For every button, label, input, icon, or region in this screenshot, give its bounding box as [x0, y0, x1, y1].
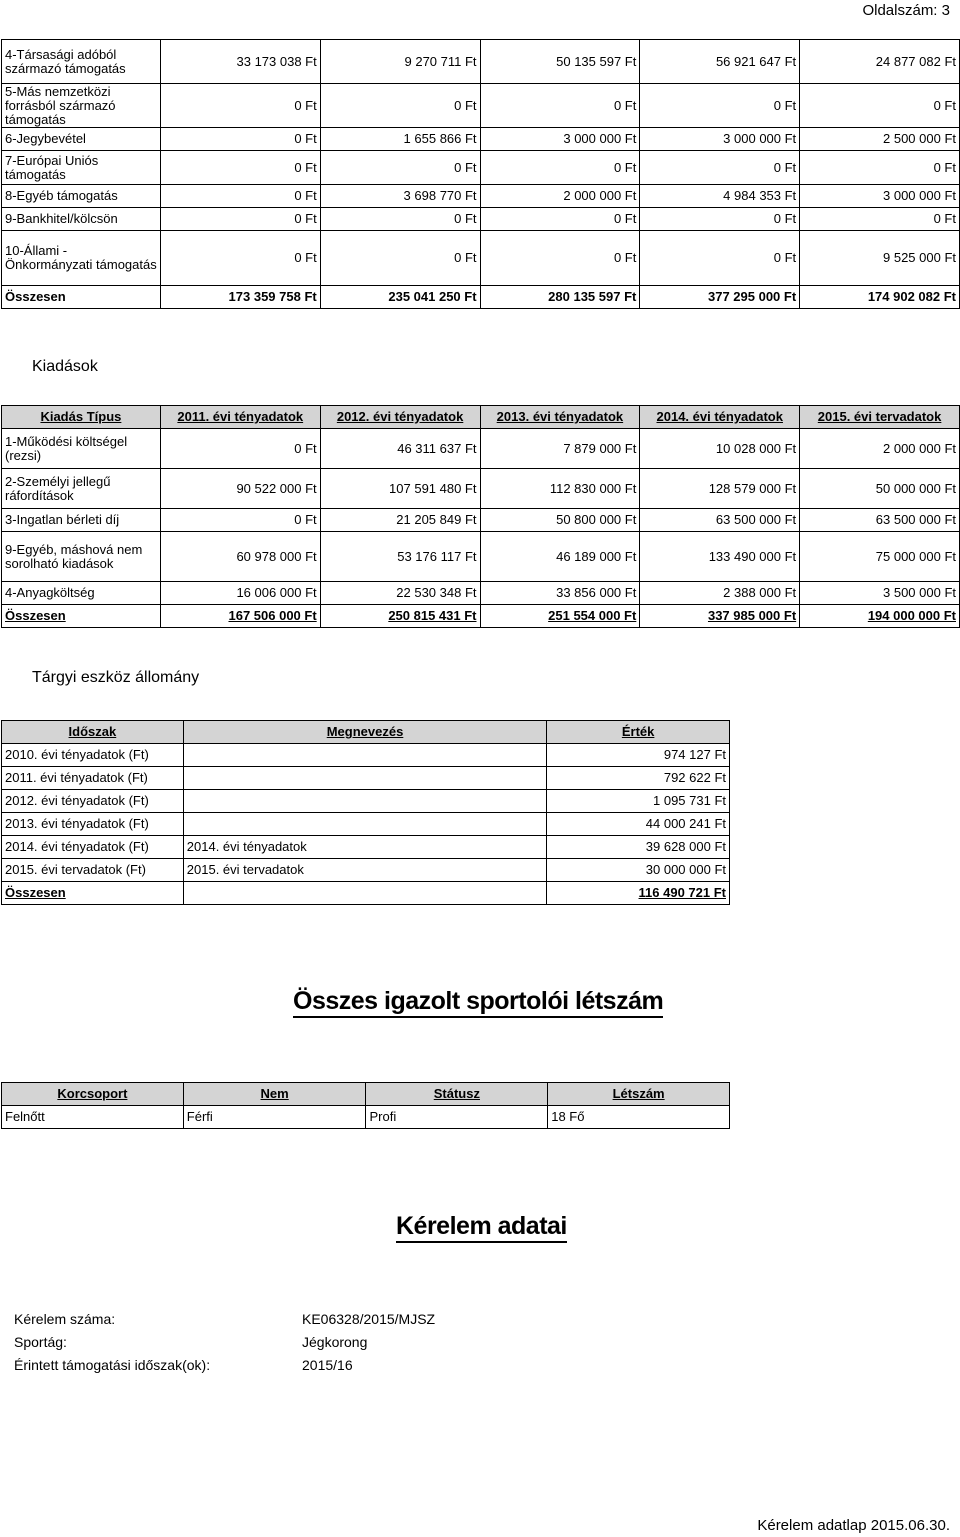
row-label: 6-Jegybevétel — [2, 128, 161, 151]
value-cell: 2 500 000 Ft — [800, 128, 960, 151]
eszkoz-title: Tárgyi eszköz állomány — [32, 669, 200, 686]
total-value: 251 554 000 Ft — [480, 605, 640, 628]
value-cell: 30 000 000 Ft — [547, 859, 730, 882]
column-header: Létszám — [548, 1083, 730, 1106]
value-cell: 0 Ft — [320, 208, 480, 231]
value-cell: 0 Ft — [800, 151, 960, 185]
column-header: 2014. évi tényadatok — [640, 406, 800, 429]
period-cell: 2011. évi tényadatok (Ft) — [2, 767, 184, 790]
table-row — [2, 582, 960, 605]
value-cell: 3 698 770 Ft — [320, 185, 480, 208]
value-cell: 3 500 000 Ft — [800, 582, 960, 605]
value-cell: 63 500 000 Ft — [640, 509, 800, 532]
value-cell: 9 270 711 Ft — [320, 40, 480, 84]
value-cell: 0 Ft — [160, 185, 320, 208]
total-value: 280 135 597 Ft — [480, 286, 640, 309]
table-row — [2, 836, 730, 859]
name-cell — [183, 767, 546, 790]
row-label: 9-Bankhitel/kölcsön — [2, 208, 161, 231]
value-cell: 974 127 Ft — [547, 744, 730, 767]
name-cell: 2014. évi tényadatok — [183, 836, 546, 859]
value-cell: 792 622 Ft — [547, 767, 730, 790]
value-cell: 0 Ft — [480, 151, 640, 185]
table-row — [2, 40, 960, 84]
table-row — [2, 429, 960, 469]
column-header: Időszak — [2, 721, 184, 744]
value-cell: 0 Ft — [800, 208, 960, 231]
value-cell: 0 Ft — [320, 151, 480, 185]
period-cell: 2012. évi tényadatok (Ft) — [2, 790, 184, 813]
column-header: 2011. évi tényadatok — [160, 406, 320, 429]
row-label: 3-Ingatlan bérleti díj — [2, 509, 161, 532]
value-cell: 33 173 038 Ft — [160, 40, 320, 84]
table-row — [2, 813, 730, 836]
value-cell: 3 000 000 Ft — [480, 128, 640, 151]
value-cell: 4 984 353 Ft — [640, 185, 800, 208]
row-label: 7-Európai Uniós támogatás — [2, 151, 161, 185]
table-row — [2, 208, 960, 231]
value-cell: 0 Ft — [480, 208, 640, 231]
field-value: KE06328/2015/MJSZ — [302, 1311, 436, 1327]
row-label: 9-Egyéb, máshová nem sorolható kiadások — [2, 532, 161, 582]
value-cell: 3 000 000 Ft — [800, 185, 960, 208]
value-cell: 1 095 731 Ft — [547, 790, 730, 813]
page-number: Oldalszám: 3 — [862, 2, 950, 19]
bevetelek-table — [1, 39, 960, 309]
kiadasok-table — [1, 405, 960, 628]
value-cell: 9 525 000 Ft — [800, 231, 960, 286]
value-cell: 16 006 000 Ft — [160, 582, 320, 605]
value-cell: 0 Ft — [640, 231, 800, 286]
eszkoz-table — [1, 720, 730, 905]
total-value: 250 815 431 Ft — [320, 605, 480, 628]
total-row — [2, 605, 960, 628]
column-header: 2012. évi tényadatok — [320, 406, 480, 429]
value-cell: 56 921 647 Ft — [640, 40, 800, 84]
value-cell: 21 205 849 Ft — [320, 509, 480, 532]
value-cell: 0 Ft — [640, 84, 800, 128]
sportolok-title: Összes igazolt sportolói létszám — [293, 987, 663, 1018]
row-label: 5-Más nemzetközi forrásból származó támogatás — [2, 84, 161, 128]
name-cell — [183, 744, 546, 767]
period-cell: 2010. évi tényadatok (Ft) — [2, 744, 184, 767]
value-cell: 2 000 000 Ft — [480, 185, 640, 208]
total-value: 174 902 082 Ft — [800, 286, 960, 309]
period-cell: 2013. évi tényadatok (Ft) — [2, 813, 184, 836]
table-row — [2, 231, 960, 286]
value-cell: 0 Ft — [160, 128, 320, 151]
korcsoport-cell: Felnőtt — [2, 1106, 184, 1129]
statusz-cell: Profi — [366, 1106, 548, 1129]
column-header: Megnevezés — [183, 721, 546, 744]
value-cell: 50 000 000 Ft — [800, 469, 960, 509]
value-cell: 2 000 000 Ft — [800, 429, 960, 469]
value-cell: 50 800 000 Ft — [480, 509, 640, 532]
value-cell: 128 579 000 Ft — [640, 469, 800, 509]
value-cell: 22 530 348 Ft — [320, 582, 480, 605]
kiadasok-title: Kiadások — [32, 358, 98, 375]
row-label: 1-Működési költségel (rezsi) — [2, 429, 161, 469]
value-cell: 33 856 000 Ft — [480, 582, 640, 605]
value-cell: 0 Ft — [160, 231, 320, 286]
value-cell: 0 Ft — [320, 84, 480, 128]
table-row — [2, 790, 730, 813]
total-value: 377 295 000 Ft — [640, 286, 800, 309]
value-cell: 0 Ft — [320, 231, 480, 286]
value-cell: 10 028 000 Ft — [640, 429, 800, 469]
value-cell: 133 490 000 Ft — [640, 532, 800, 582]
value-cell: 46 311 637 Ft — [320, 429, 480, 469]
total-label: Összesen — [2, 882, 184, 905]
table-row — [2, 151, 960, 185]
total-label: Összesen — [2, 286, 161, 309]
value-cell: 60 978 000 Ft — [160, 532, 320, 582]
sportolok-table — [1, 1082, 730, 1129]
row-label: 2-Személyi jellegű ráfordítások — [2, 469, 161, 509]
table-row — [2, 128, 960, 151]
field-value: 2015/16 — [302, 1357, 353, 1373]
kerelem-title: Kérelem adatai — [396, 1212, 567, 1243]
table-row — [2, 469, 960, 509]
value-cell: 63 500 000 Ft — [800, 509, 960, 532]
value-cell: 0 Ft — [480, 84, 640, 128]
total-value: 167 506 000 Ft — [160, 605, 320, 628]
column-header: 2013. évi tényadatok — [480, 406, 640, 429]
column-header: Korcsoport — [2, 1083, 184, 1106]
column-header: Kiadás Típus — [2, 406, 161, 429]
total-value: 337 985 000 Ft — [640, 605, 800, 628]
value-cell: 3 000 000 Ft — [640, 128, 800, 151]
value-cell: 2 388 000 Ft — [640, 582, 800, 605]
value-cell: 53 176 117 Ft — [320, 532, 480, 582]
value-cell: 46 189 000 Ft — [480, 532, 640, 582]
table-row — [2, 1106, 730, 1129]
value-cell: 50 135 597 Ft — [480, 40, 640, 84]
value-cell: 0 Ft — [640, 208, 800, 231]
name-cell — [183, 790, 546, 813]
field-label: Sportág: — [14, 1334, 67, 1350]
total-row — [2, 882, 730, 905]
footer-text: Kérelem adatlap 2015.06.30. — [757, 1517, 950, 1534]
column-header: Státusz — [366, 1083, 548, 1106]
value-cell: 0 Ft — [160, 208, 320, 231]
total-row — [2, 286, 960, 309]
total-label: Összesen — [2, 605, 161, 628]
column-header: Nem — [183, 1083, 366, 1106]
table-row — [2, 532, 960, 582]
table-row — [2, 744, 730, 767]
field-label: Érintett támogatási időszak(ok): — [14, 1357, 211, 1373]
value-cell: 90 522 000 Ft — [160, 469, 320, 509]
period-cell: 2015. évi tervadatok (Ft) — [2, 859, 184, 882]
row-label: 10-Állami - Önkormányzati támogatás — [2, 231, 161, 286]
value-cell: 7 879 000 Ft — [480, 429, 640, 469]
table-row — [2, 767, 730, 790]
value-cell: 112 830 000 Ft — [480, 469, 640, 509]
table-row — [2, 859, 730, 882]
value-cell: 0 Ft — [160, 429, 320, 469]
column-header: Érték — [547, 721, 730, 744]
value-cell: 107 591 480 Ft — [320, 469, 480, 509]
value-cell: 0 Ft — [480, 231, 640, 286]
field-value: Jégkorong — [302, 1334, 368, 1350]
name-cell: 2015. évi tervadatok — [183, 859, 546, 882]
row-label: 8-Egyéb támogatás — [2, 185, 161, 208]
empty-cell — [183, 882, 546, 905]
value-cell: 44 000 241 Ft — [547, 813, 730, 836]
value-cell: 0 Ft — [160, 509, 320, 532]
total-value: 235 041 250 Ft — [320, 286, 480, 309]
nem-cell: Férfi — [183, 1106, 366, 1129]
period-cell: 2014. évi tényadatok (Ft) — [2, 836, 184, 859]
total-value: 194 000 000 Ft — [800, 605, 960, 628]
table-row — [2, 509, 960, 532]
value-cell: 75 000 000 Ft — [800, 532, 960, 582]
total-value: 173 359 758 Ft — [160, 286, 320, 309]
value-cell: 39 628 000 Ft — [547, 836, 730, 859]
value-cell: 0 Ft — [640, 151, 800, 185]
row-label: 4-Társasági adóból származó támogatás — [2, 40, 161, 84]
total-value: 116 490 721 Ft — [547, 882, 730, 905]
value-cell: 0 Ft — [800, 84, 960, 128]
field-label: Kérelem száma: — [14, 1311, 116, 1327]
value-cell: 1 655 866 Ft — [320, 128, 480, 151]
table-row — [2, 185, 960, 208]
value-cell: 0 Ft — [160, 151, 320, 185]
name-cell — [183, 813, 546, 836]
value-cell: 0 Ft — [160, 84, 320, 128]
row-label: 4-Anyagköltség — [2, 582, 161, 605]
table-row — [2, 84, 960, 128]
value-cell: 24 877 082 Ft — [800, 40, 960, 84]
letszam-cell: 18 Fő — [548, 1106, 730, 1129]
column-header: 2015. évi tervadatok — [800, 406, 960, 429]
